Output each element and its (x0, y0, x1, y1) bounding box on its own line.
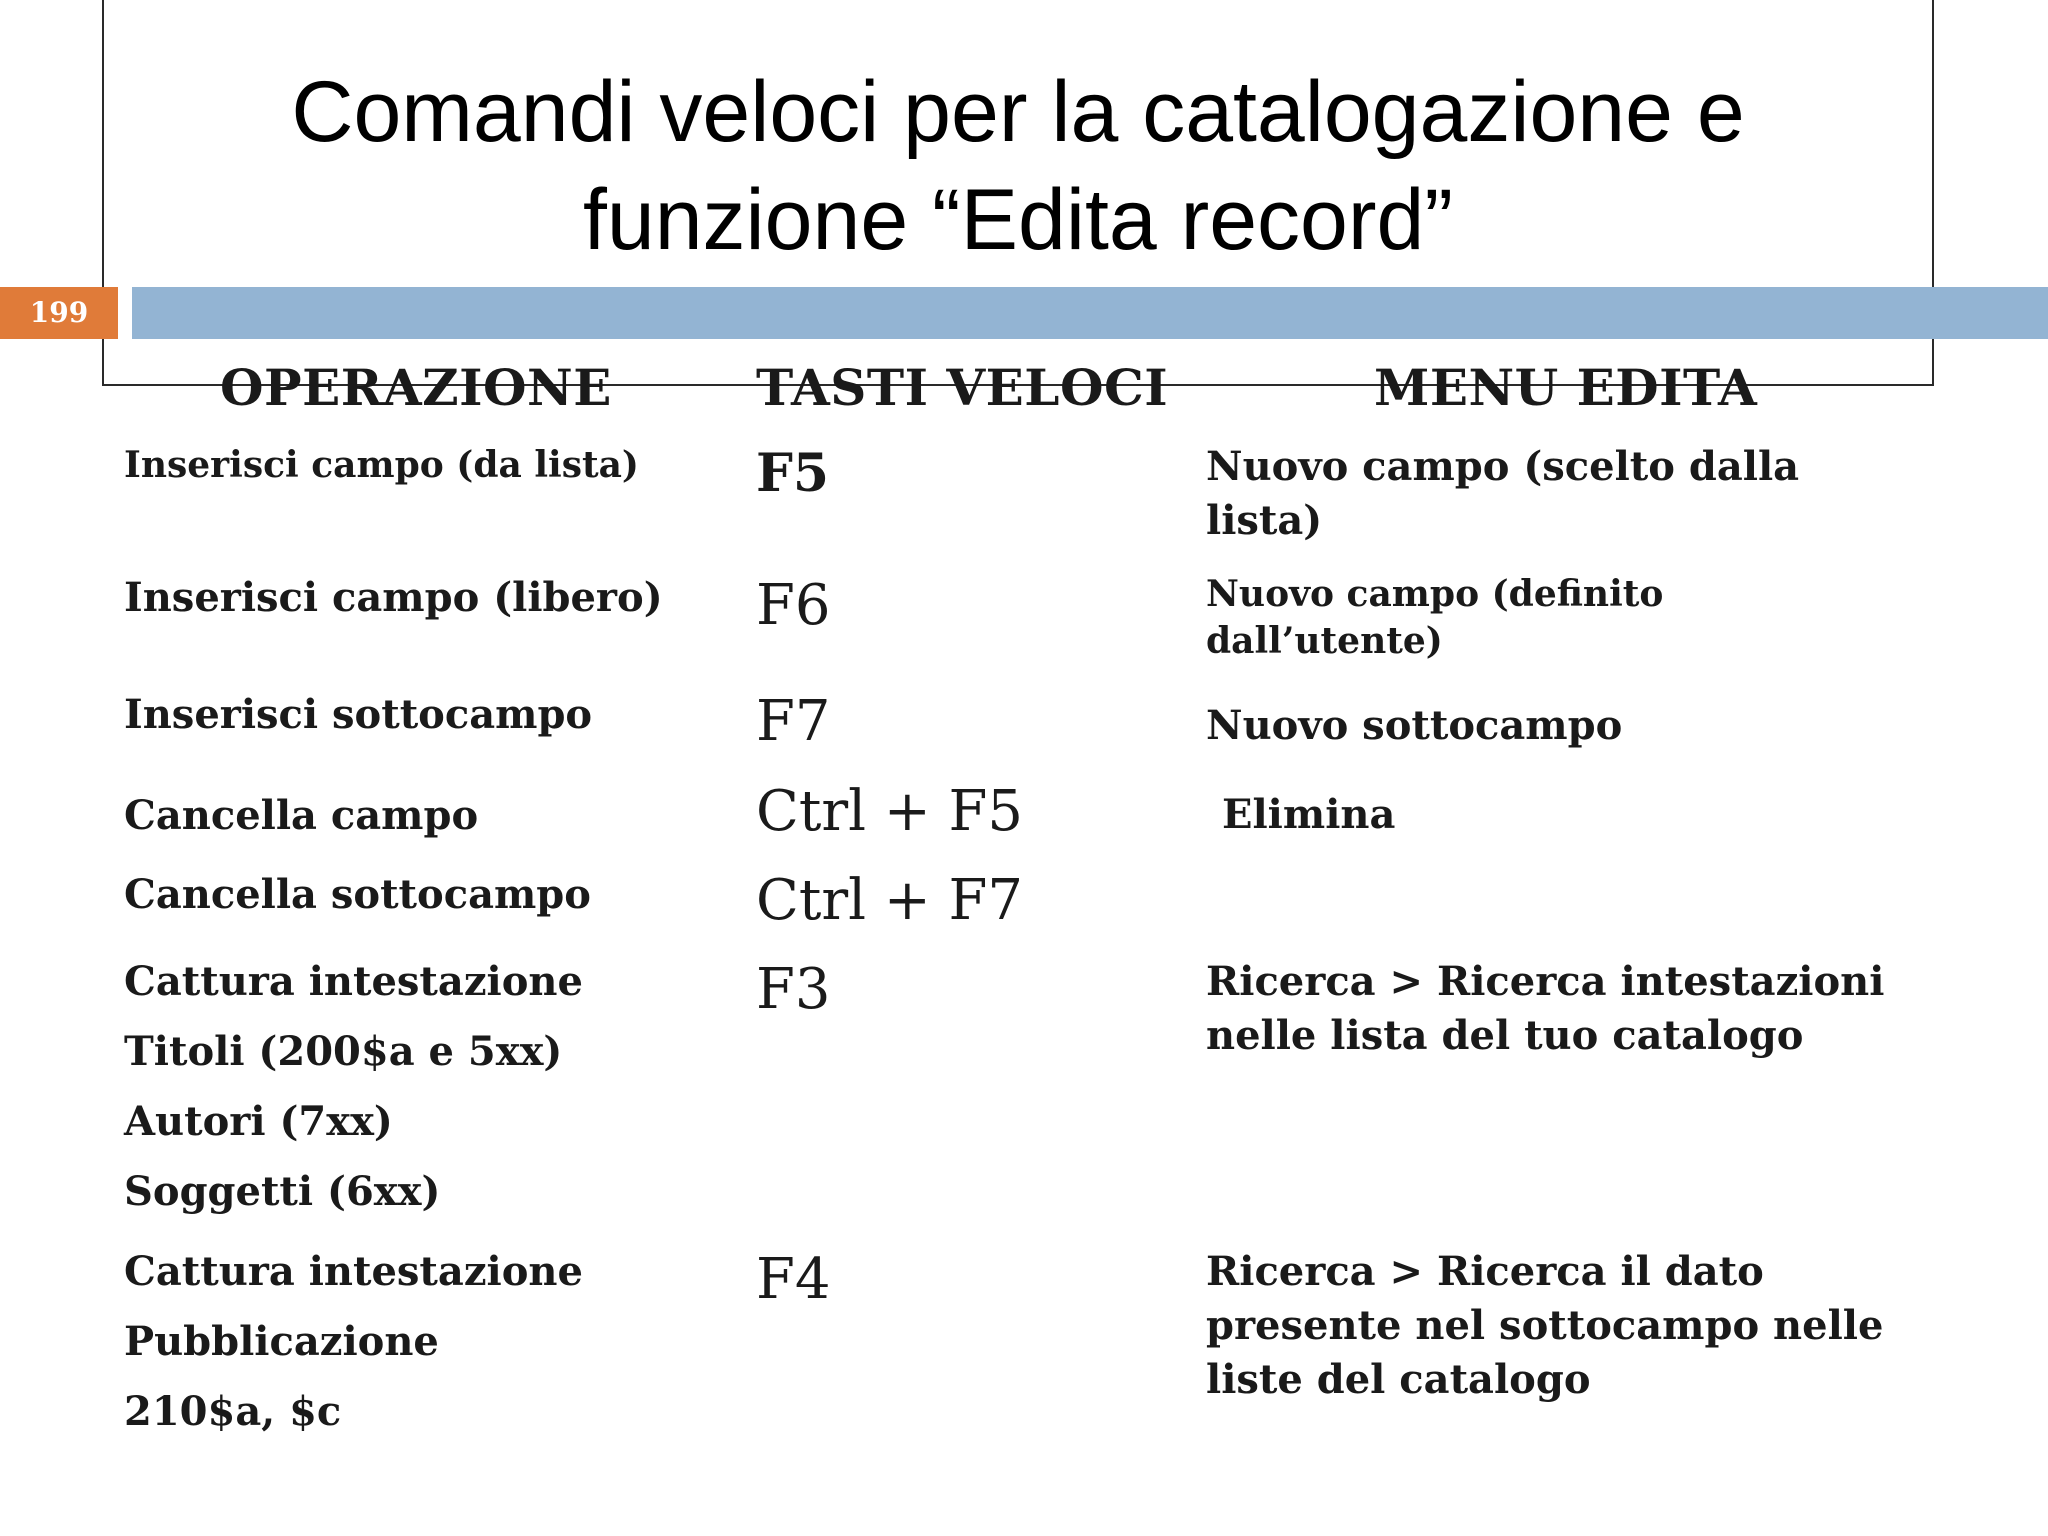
shortcut-key-cell: F4 (756, 1247, 831, 1312)
column-header-menu-edita: MENU EDITA (1374, 358, 1758, 417)
menu-cell: Ricerca > Ricerca il dato (1206, 1248, 1764, 1295)
menu-cell: Nuovo campo (scelto dalla (1206, 443, 1800, 490)
operation-cell: Cattura intestazione (124, 958, 583, 1005)
operation-cell: Inserisci campo (libero) (124, 574, 663, 621)
menu-cell: Elimina (1222, 791, 1396, 838)
operation-cell: Soggetti (6xx) (124, 1168, 441, 1215)
column-header-tasti-veloci: TASTI VELOCI (756, 358, 1169, 417)
menu-cell: Nuovo campo (definito (1206, 573, 1664, 615)
shortcut-key-cell: Ctrl + F5 (756, 779, 1024, 844)
shortcut-key-cell: F7 (756, 689, 831, 754)
operation-cell: Inserisci campo (da lista) (124, 444, 639, 486)
menu-cell: liste del catalogo (1206, 1356, 1591, 1403)
header-bar (132, 287, 2048, 339)
menu-cell: presente nel sottocampo nelle (1206, 1302, 1884, 1349)
column-header-operazione: OPERAZIONE (220, 358, 612, 417)
slide-title-line-2: funzione “Edita record” (583, 172, 1453, 268)
operation-cell: Autori (7xx) (124, 1098, 393, 1145)
operation-cell: Cattura intestazione (124, 1248, 583, 1295)
shortcut-key-cell: Ctrl + F7 (756, 868, 1024, 933)
shortcut-key-cell: F3 (756, 957, 831, 1022)
menu-cell: Nuovo sottocampo (1206, 702, 1623, 749)
operation-cell: Titoli (200$a e 5xx) (124, 1028, 563, 1075)
menu-cell: lista) (1206, 497, 1323, 544)
operation-cell: Pubblicazione (124, 1318, 439, 1365)
operation-cell: Cancella campo (124, 792, 479, 839)
menu-cell: nelle lista del tuo catalogo (1206, 1012, 1804, 1059)
page-number-badge: 199 (0, 287, 118, 339)
slide-title-line-1: Comandi veloci per la catalogazione e (291, 64, 1745, 160)
operation-cell: Inserisci sottocampo (124, 691, 593, 738)
slide-title (102, 58, 1934, 274)
operation-cell: 210$a, $c (124, 1388, 342, 1435)
menu-cell: dall’utente) (1206, 620, 1443, 662)
shortcut-key-cell: F6 (756, 573, 831, 638)
menu-cell: Ricerca > Ricerca intestazioni (1206, 958, 1885, 1005)
operation-cell: Cancella sottocampo (124, 871, 591, 918)
shortcut-key-cell: F5 (756, 443, 830, 504)
